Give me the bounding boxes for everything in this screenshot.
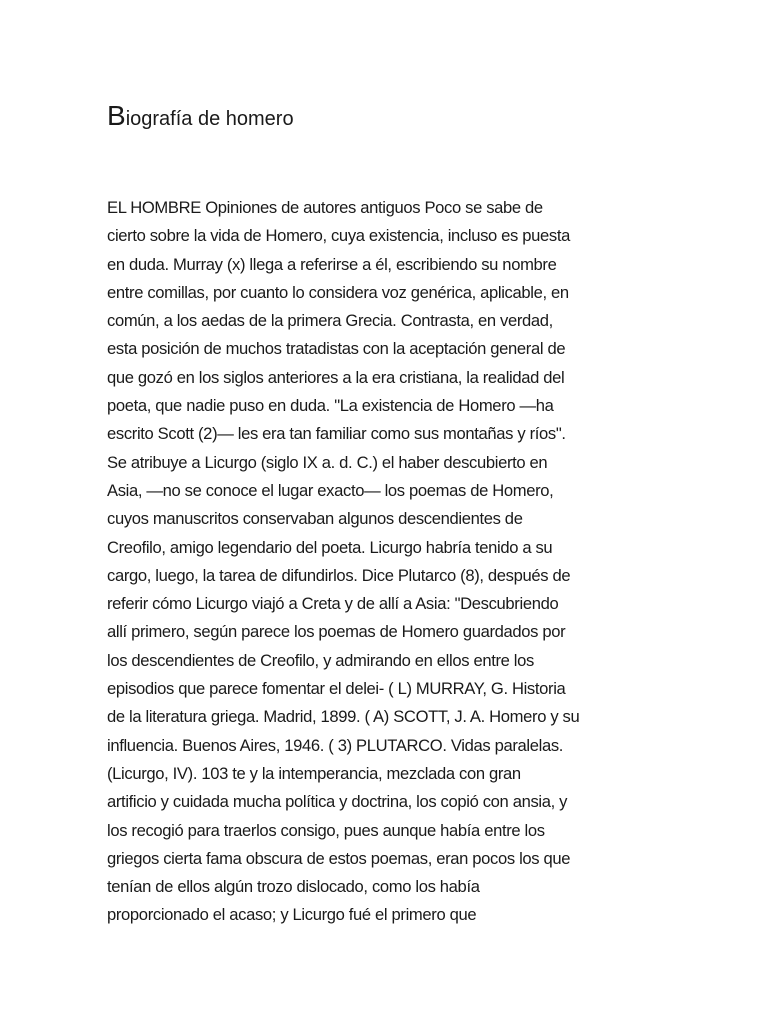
text-line: allí primero, según parece los poemas de Homero guardados por bbox=[107, 622, 566, 642]
text-line: episodios que parece fomentar el delei- ( L) MURRAY, G. Historia bbox=[107, 679, 566, 699]
text-line: los descendientes de Creofilo, y admirando en ellos entre los bbox=[107, 650, 534, 670]
text-line: cierto sobre la vida de Homero, cuya existencia, incluso es puesta bbox=[107, 226, 570, 246]
text-line: esta posición de muchos tratadistas con la aceptación general de bbox=[107, 339, 566, 359]
text-line: entre comillas, por cuanto lo considera voz genérica, aplicable, en bbox=[107, 282, 569, 302]
text-line: escrito Scott (2)— les era tan familiar como sus montañas y ríos". bbox=[107, 424, 566, 444]
text-line: griegos cierta fama obscura de estos poemas, eran pocos los que bbox=[107, 848, 571, 868]
text-line: referir cómo Licurgo viajó a Creta y de allí a Asia: "Descubriendo bbox=[107, 594, 559, 614]
text-line: que gozó en los siglos anteriores a la era cristiana, la realidad del bbox=[107, 367, 565, 387]
text-line: cargo, luego, la tarea de difundirlos. Dice Plutarco (8), después de bbox=[107, 565, 571, 585]
title-text: iografía de homero bbox=[125, 108, 294, 130]
text-line: tenían de ellos algún trozo dislocado, como los había bbox=[107, 877, 480, 897]
text-line: Creofilo, amigo legendario del poeta. Licurgo habría tenido a su bbox=[107, 537, 553, 557]
text-line: influencia. Buenos Aires, 1946. ( 3) PLUTARCO. Vidas paralelas. bbox=[107, 735, 564, 755]
text-line: EL HOMBRE Opiniones de autores antiguos Poco se sabe de bbox=[107, 198, 543, 217]
text-line: Asia, —no se conoce el lugar exacto— los poemas de Homero, bbox=[107, 480, 554, 500]
document-title bbox=[107, 98, 294, 137]
text-line: cuyos manuscritos conservaban algunos descendientes de bbox=[107, 509, 523, 529]
text-line: en duda. Murray (x) llega a referirse a él, escribiendo su nombre bbox=[107, 254, 557, 274]
title-initial: B bbox=[107, 100, 126, 131]
text-line: de la literatura griega. Madrid, 1899. ( A) SCOTT, J. A. Homero y su bbox=[107, 707, 580, 727]
text-line: los recogió para traerlos consigo, pues aunque había entre los bbox=[107, 820, 545, 840]
text-line: común, a los aedas de la primera Grecia. Contrasta, en verdad, bbox=[107, 311, 553, 331]
text-line: Se atribuye a Licurgo (siglo IX a. d. C.) el haber descubierto en bbox=[107, 452, 548, 472]
text-line: artificio y cuidada mucha política y doctrina, los copió con ansia, y bbox=[107, 792, 568, 812]
text-line: (Licurgo, IV). 103 te y la intemperancia, mezclada con gran bbox=[107, 763, 521, 783]
text-line: poeta, que nadie puso en duda. "La existencia de Homero —ha bbox=[107, 396, 554, 416]
text-line: proporcionado el acaso; y Licurgo fué el primero que bbox=[107, 905, 477, 925]
body-paragraph bbox=[107, 194, 663, 930]
